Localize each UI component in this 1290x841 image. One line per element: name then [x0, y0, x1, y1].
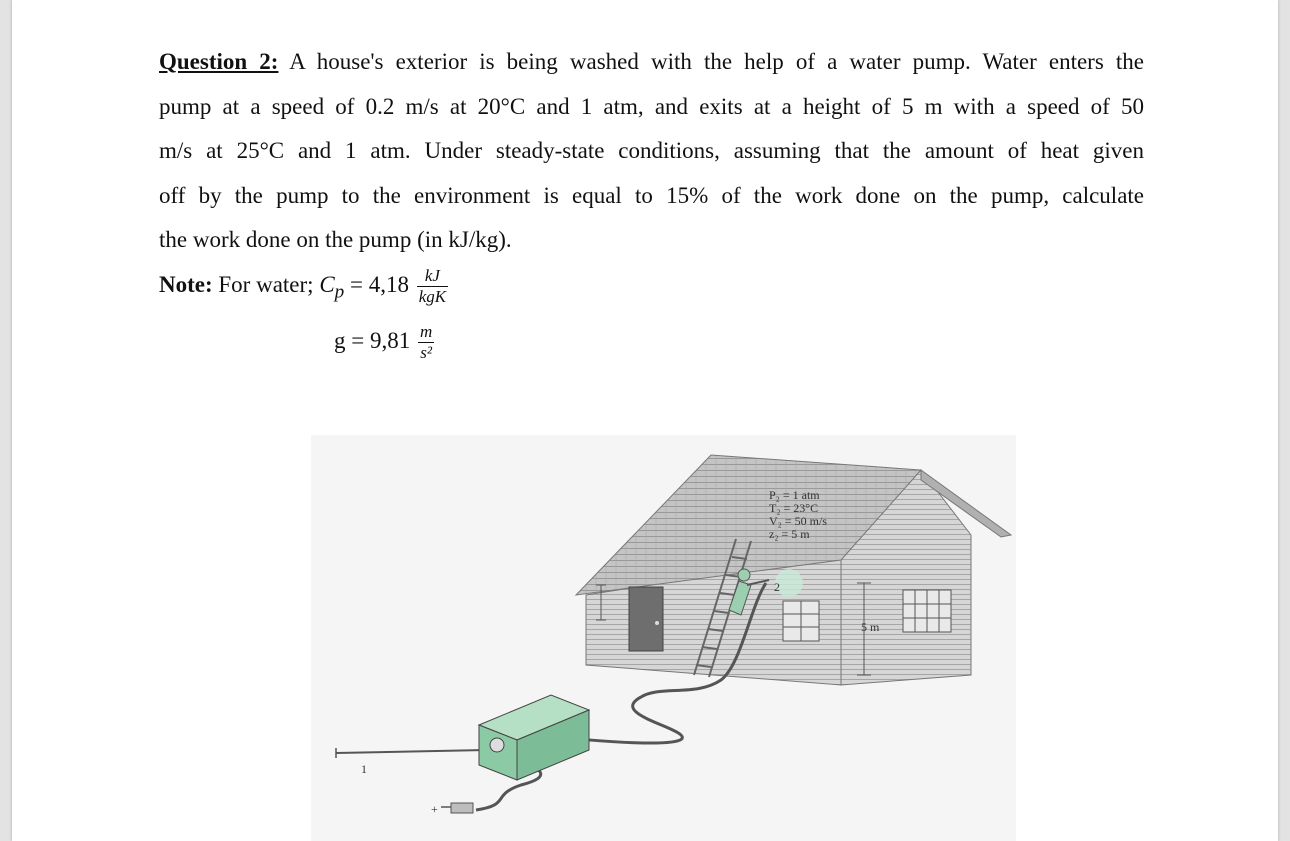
label-p2: P₂ = 1 atm [769, 488, 820, 502]
question-paragraph [159, 40, 1144, 263]
water-pump [479, 695, 589, 780]
cp-subscript: p [334, 281, 345, 303]
house-door [629, 587, 663, 651]
label-v2: V₂ = 50 m/s [769, 514, 827, 528]
house-pump-figure [311, 435, 1016, 841]
house-window-side [903, 590, 951, 632]
label-height: 5 m [861, 620, 880, 634]
svg-text:+: + [431, 802, 438, 816]
label-t2: T₂ = 23°C [769, 501, 819, 515]
house-pump-illustration [311, 435, 1016, 841]
gravity-unit-numerator: m [419, 322, 433, 341]
gravity-line [334, 322, 434, 363]
inlet-pipe [336, 750, 486, 753]
question-line-4: off by the pump to the environment is equal to 15% of the work done on the pump, calculate [159, 182, 1144, 208]
gravity-unit-fraction [418, 322, 434, 363]
house-window-front [783, 601, 819, 641]
question-line-5: the work done on the pump (in kJ/kg). [159, 227, 512, 252]
note-text: For water; [218, 271, 314, 297]
gravity-value: g = 9,81 [334, 327, 411, 353]
label-point-2: 2 [774, 580, 780, 594]
question-label: Question 2: [159, 49, 279, 74]
question-line-1: Question 2: A house's exterior is being washed with the help of a water pump. Water enters the [159, 49, 1145, 74]
question-line-2: pump at a speed of 0.2 m/s at 20°C and 1 atm, and exits at a height of 5 m with a speed of 50 [159, 93, 1144, 119]
note-line [159, 266, 448, 307]
cp-unit-fraction [417, 266, 448, 307]
question-line-3: m/s at 25°C and 1 atm. Under steady-state conditions, assuming that the amount of heat given [159, 138, 1144, 163]
label-point-1: 1 [361, 762, 367, 776]
gravity-unit-denominator: s² [420, 343, 432, 362]
document-page [12, 0, 1278, 841]
door-knob-icon [655, 621, 659, 625]
note-label: Note: [159, 271, 213, 297]
power-plug [451, 803, 473, 813]
cp-symbol: C [319, 271, 335, 297]
cp-value: = 4,18 [349, 271, 409, 297]
cp-unit-numerator: kJ [417, 266, 448, 287]
label-z2: z₂ = 5 m [769, 527, 810, 541]
cp-unit-denominator: kgK [418, 287, 447, 306]
